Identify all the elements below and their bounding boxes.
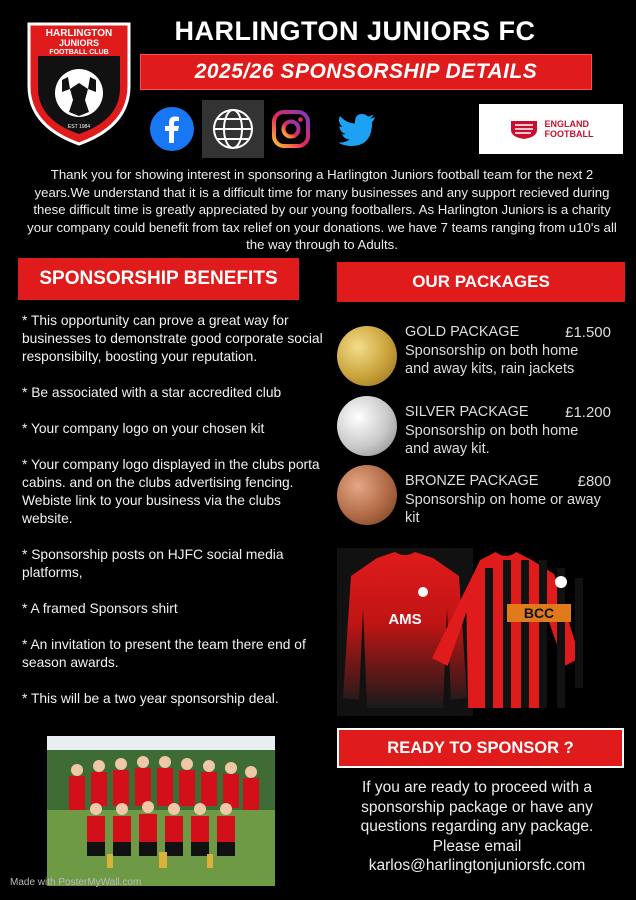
benefits-heading (18, 258, 299, 300)
benefit-item: * Sponsorship posts on HJFC social media platforms, (22, 547, 284, 580)
subtitle-text: 2025/26 SPONSORSHIP DETAILS (194, 60, 538, 83)
crest-est: EST 1984 (67, 124, 91, 130)
package-price: £800 (577, 473, 611, 490)
bronze-coin-icon (337, 465, 397, 525)
page-title: HARLINGTON JUNIORS FC (174, 16, 536, 46)
package-name: BRONZE PACKAGE (405, 473, 539, 489)
package-description: Sponsorship on both home and away kit. (405, 423, 579, 457)
kit-shirts-image (337, 548, 619, 716)
crest-line3: FOOTBALL CLUB (49, 49, 109, 56)
packages-heading-text: OUR PACKAGES (412, 272, 550, 291)
benefit-item: * This opportunity can prove a great way for businesses to demonstrate good corporate social responsibilty, boosting your reputation. (22, 313, 323, 364)
benefits-list (22, 312, 327, 726)
benefit-item: * Your company logo displayed in the clubs porta cabins. and on the clubs advertising fencing. Webiste link to your business via the clubs website. (22, 457, 320, 526)
contact-text: If you are ready to proceed with a sponsorship package or have any questions regarding any package. Please email karlos@harlingtonjuniorsfc.com (360, 779, 594, 874)
package-name: SILVER PACKAGE (405, 404, 529, 420)
shirt1-sponsor: AMS (388, 611, 422, 628)
package-name: GOLD PACKAGE (405, 324, 520, 340)
england-logo-line2: FOOTBALL (544, 129, 594, 139)
crest-line1: HARLINGTON (45, 28, 113, 39)
package-description: Sponsorship on home or away kit (405, 492, 601, 526)
package-price: £1.200 (565, 404, 611, 421)
gold-coin-icon (337, 326, 397, 386)
twitter-icon[interactable] (332, 100, 382, 158)
package-silver (337, 404, 617, 466)
benefit-item: * An invitation to present the team there end of season awards. (22, 637, 306, 670)
crest-line2: JUNIORS (58, 38, 100, 48)
team-photo (47, 736, 275, 886)
packages-heading (337, 262, 625, 302)
facebook-icon[interactable] (144, 100, 200, 158)
globe-icon[interactable] (202, 100, 264, 158)
package-price: £1.500 (565, 324, 611, 341)
shirt2-sponsor: BCC (523, 605, 555, 621)
benefit-item: * Your company logo on your chosen kit (22, 421, 265, 436)
ready-to-sponsor-button[interactable] (337, 728, 624, 768)
benefit-item: * A framed Sponsors shirt (22, 601, 178, 616)
benefits-heading-text: SPONSORSHIP BENEFITS (39, 268, 278, 289)
three-lions-icon (509, 118, 539, 140)
benefit-item: * This will be a two year sponsorship deal. (22, 691, 279, 706)
ready-button-label: READY TO SPONSOR ? (387, 738, 574, 757)
england-football-logo (479, 104, 623, 154)
instagram-icon[interactable] (266, 100, 316, 158)
package-gold (337, 324, 617, 386)
package-description: Sponsorship on both home and away kits, rain jackets (405, 343, 579, 377)
benefit-item: * Be associated with a star accredited club (22, 385, 282, 400)
england-logo-line1: ENGLAND (544, 119, 589, 129)
club-crest (24, 16, 134, 148)
intro-text: Thank you for showing interest in sponsoring a Harlington Juniors football team for the next 2 years.We understand that it is a difficult time for many businesses and any support recieved during these difficult time is greatly appreciated by our young footballers. As Harlington Juniors is a charity your company could benefit from tax relief on your donations. we have 7 teams ranging from u10's all the way through to Adults. (27, 167, 617, 252)
silver-coin-icon (337, 396, 397, 456)
subtitle-banner (140, 54, 592, 90)
watermark: Made with PosterMyWall.com (10, 877, 142, 888)
package-bronze (337, 473, 617, 535)
